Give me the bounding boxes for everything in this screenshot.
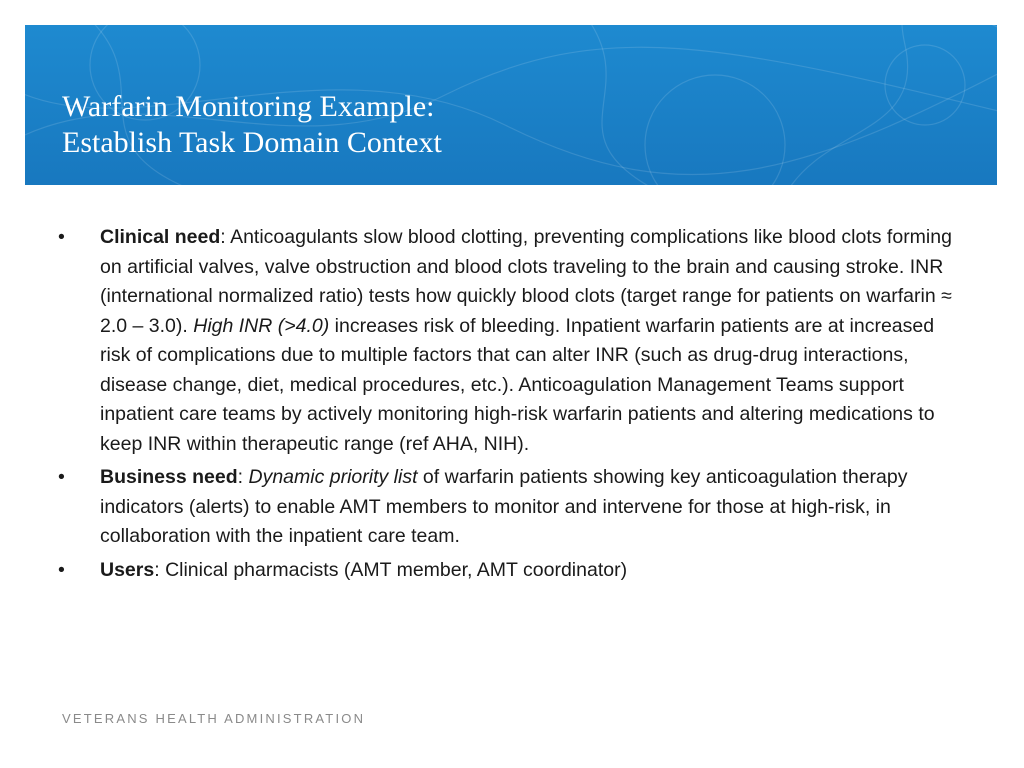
bullet-text: of warfarin patients showing key anticoagulation therapy indicators (alerts) to enable AMT members to monitor and intervene for those at high-risk, in collaboration with the inpatient care team.	[100, 466, 908, 547]
bullet-icon: •	[58, 466, 65, 488]
bullet-separator: :	[220, 226, 231, 248]
bullet-text: Anticoagulants slow blood clotting, preventing complications like blood clots forming on artificial valves, valve obstruction and blood clots traveling to the brain and causing stroke. INR (international normalized ratio) tests how quickly blood clots (target range for patients on warfarin ≈ 2.0 – 3.0).	[100, 226, 952, 337]
bullet-label: Clinical need	[100, 226, 221, 248]
bullet-business-need	[58, 463, 968, 552]
bullet-emphasis: High INR (>4.0)	[193, 314, 330, 337]
bullet-text: Clinical pharmacists (AMT member, AMT coordinator)	[165, 558, 628, 581]
bullet-separator: :	[154, 558, 166, 581]
bullet-list	[58, 223, 968, 589]
bullet-clinical-need	[58, 223, 968, 459]
footer-organization: VETERANS HEALTH ADMINISTRATION	[62, 711, 366, 726]
title-banner	[25, 25, 997, 185]
bullet-separator: :	[237, 466, 249, 488]
bullet-label: Business need	[100, 466, 238, 488]
slide-title	[62, 89, 442, 161]
slide-title-line-1: Warfarin Monitoring Example:	[62, 90, 435, 123]
bullet-users	[58, 556, 968, 586]
bullet-icon: •	[58, 226, 65, 248]
bullet-label: Users	[100, 558, 155, 581]
slide-title-line-2: Establish Task Domain Context	[62, 126, 442, 159]
bullet-text: increases risk of bleeding. Inpatient warfarin patients are at increased risk of complications due to multiple factors that can alter INR (such as drug-drug interactions, disease change, diet, medical procedures, etc.). Anticoagulation Management Teams support inpatient care teams by actively monitoring high-risk warfarin patients and altering medications to keep INR within therapeutic range (ref AHA, NIH).	[100, 314, 935, 455]
bullet-icon: •	[58, 558, 65, 581]
bullet-emphasis: Dynamic priority list	[248, 466, 418, 488]
